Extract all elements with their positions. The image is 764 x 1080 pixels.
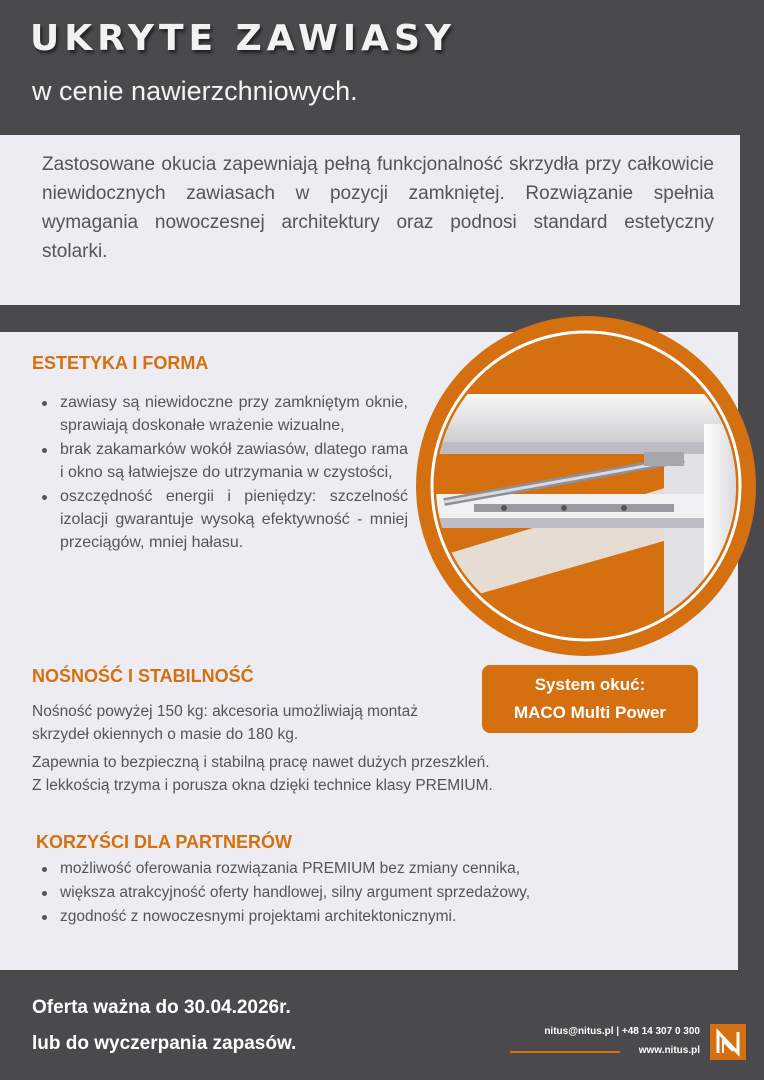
hinge-product-image [414, 314, 758, 658]
stability-paragraph: Nośność powyżej 150 kg: akcesoria umożliwiają montaż skrzydeł okiennych o masie do 180 kg. [32, 703, 418, 743]
offer-validity: Oferta ważna do 30.04.2026r. [32, 997, 291, 1018]
stability-paragraph-2 [32, 751, 632, 797]
stability-line-2: Z lekkością trzyma i porusza okna dzięki technice klasy PREMIUM. [32, 777, 493, 794]
system-badge-label: System okuć: [534, 675, 646, 694]
list-item: możliwość oferowania rozwiązania PREMIUM bez zmiany cennika, [32, 857, 672, 881]
logo-n-icon [710, 1024, 746, 1060]
system-badge-name: MACO Multi Power [513, 703, 667, 722]
stability-line-1: Zapewnia to bezpieczną i stabilną pracę nawet dużych przeszkleń. [32, 754, 490, 771]
list-item: zgodność z nowoczesnymi projektami architektonicznymi. [32, 905, 672, 929]
website-link[interactable]: www.nitus.pl [638, 1045, 700, 1056]
intro-text: Zastosowane okucia zapewniają pełną funkcjonalność skrzydła przy całkowicie niewidocznych zawiasach w pozycji zamkniętej. Rozwiązanie spełnia wymagania nowoczesnej architektury oraz podnosi standard estetyczny stolarki. [42, 154, 714, 262]
partners-list [32, 857, 672, 929]
system-badge [482, 665, 698, 733]
stability-heading: NOŚNOŚĆ I STABILNOŚĆ [32, 666, 254, 686]
list-item: brak zakamarków wokół zawiasów, dlatego rama i okno są łatwiejsze do utrzymania w czystości, [32, 438, 408, 485]
offer-condition: lub do wyczerpania zapasów. [32, 1033, 297, 1054]
aesthetics-heading: ESTETYKA I FORMA [32, 353, 209, 373]
nitus-logo [710, 1024, 746, 1060]
list-item: oszczędność energii i pieniędzy: szczelność izolacji gwarantuje wysoką efektywność - mniej przeciągów, mniej hałasu. [32, 485, 408, 555]
contact-divider [510, 1051, 620, 1053]
list-item: większa atrakcyjność oferty handlowej, silny argument sprzedażowy, [32, 881, 672, 905]
partners-heading: KORZYŚCI DLA PARTNERÓW [36, 832, 292, 852]
aesthetics-list [32, 391, 408, 555]
page-subtitle: w cenie nawierzchniowych. [32, 76, 358, 106]
contact-info[interactable]: nitus@nitus.pl | +48 14 307 0 300 [544, 1026, 700, 1037]
list-item: zawiasy są niewidoczne przy zamkniętym oknie, sprawiają doskonałe wrażenie wizualne, [32, 391, 408, 438]
page-title: UKRYTE ZAWIASY [30, 18, 456, 59]
